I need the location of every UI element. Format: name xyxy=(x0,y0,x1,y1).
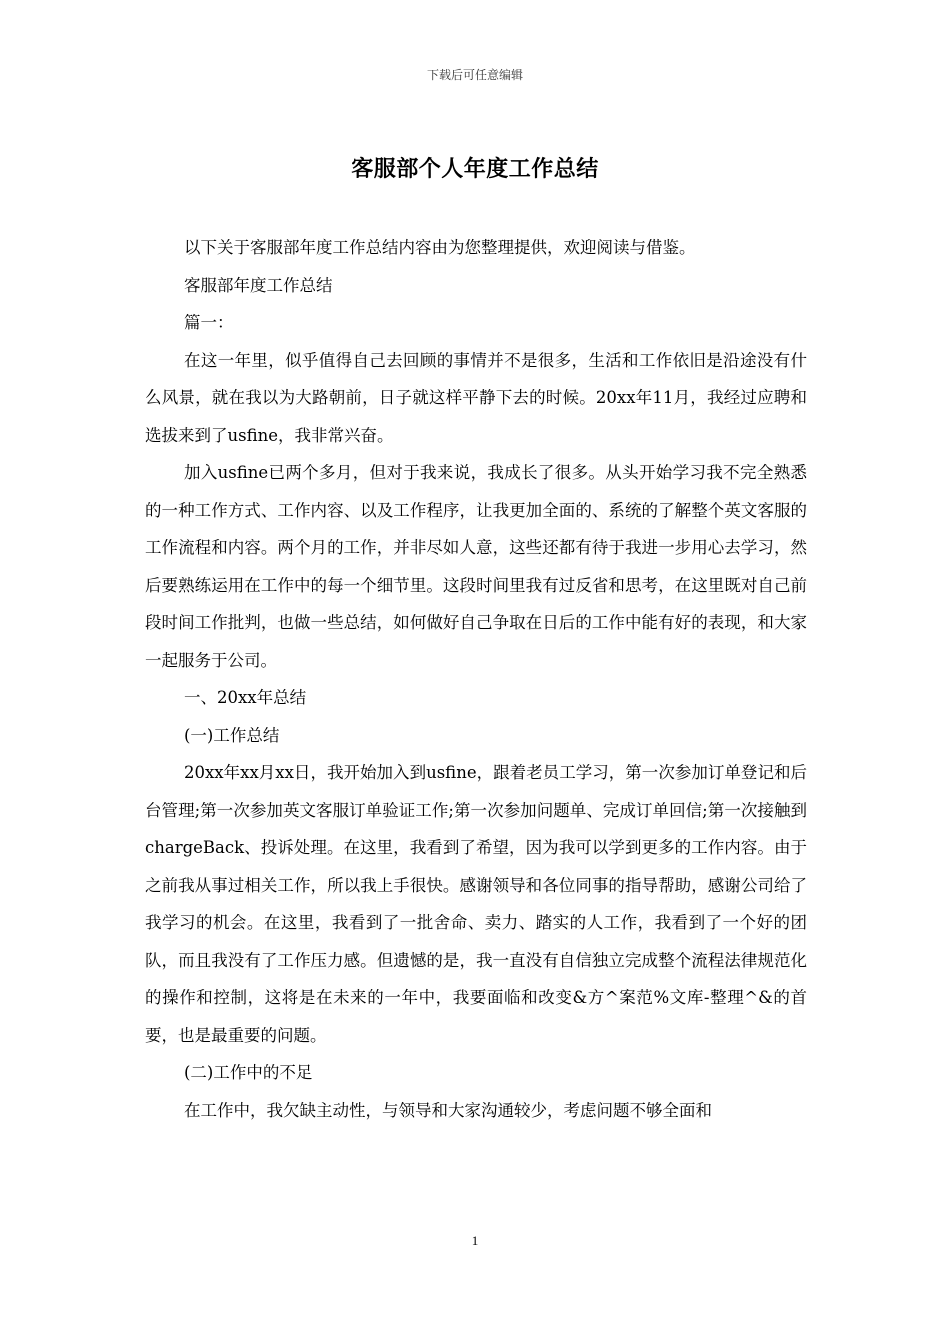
paragraph: 在工作中，我欠缺主动性，与领导和大家沟通较少，考虑问题不够全面和 xyxy=(184,1100,712,1120)
paragraph: 加入usfine已两个多月，但对于我来说，我成长了很多。从头开始学习我不完全熟悉的一种工作方式、工作内容、以及工作程序，让我更加全面的、系统的了解整个英文客服的工作流程和内容。两个月的工作，并非尽如人意，这些还都有待于我进一步用心去学习，然后要熟练运用在工作中的每一个细节里。这段时间里我有过反省和思考，在这里既对自己前段时间工作批判，也做一些总结，如何做好自己争取在日后的工作中能有好的表现，和大家一起服务于公司。 xyxy=(145,463,807,670)
subsection-heading: (一)工作总结 xyxy=(184,725,280,745)
paragraph-subtitle: 客服部年度工作总结 xyxy=(184,275,333,295)
document-title: 客服部个人年度工作总结 xyxy=(351,157,599,182)
paragraph: 20xx年xx月xx日，我开始加入到usfine，跟着老员工学习，第一次参加订单登记和后台管理;第一次参加英文客服订单验证工作;第一次参加问题单、完成订单回信;第一次接触到chargeBack、投诉处理。在这里，我看到了希望，因为我可以学到更多的工作内容。由于之前我从事过相关工作，所以我上手很快。感谢领导和各位同事的指导帮助，感谢公司给了我学习的机会。在这里，我看到了一批舍命、卖力、踏实的人工作，我看到了一个好的团队，而且我没有了工作压力感。但遗憾的是，我一直没有自信独立完成整个流程法律规范化的操作和控制，这将是在未来的一年中，我要面临和改变&方^案范%文库-整理^&的首要，也是最重要的问题。 xyxy=(145,763,807,1045)
subsection-heading: (二)工作中的不足 xyxy=(184,1063,313,1082)
paragraph-part-one: 篇一： xyxy=(184,313,234,332)
paragraph: 在这一年里，似乎值得自己去回顾的事情并不是很多，生活和工作依旧是沿途没有什么风景，就在我以为大路朝前，日子就这样平静下去的时候。20xx年11月，我经过应聘和选拔来到了usfine，我非常兴奋。 xyxy=(145,350,807,445)
paragraph-intro: 以下关于客服部年度工作总结内容由为您整理提供，欢迎阅读与借鉴。 xyxy=(184,238,696,257)
page-header-note: 下载后可任意编辑 xyxy=(426,68,523,82)
section-heading: 一、20xx年总结 xyxy=(184,688,307,707)
page-number: 1 xyxy=(471,1233,479,1248)
document-body xyxy=(145,229,807,1129)
